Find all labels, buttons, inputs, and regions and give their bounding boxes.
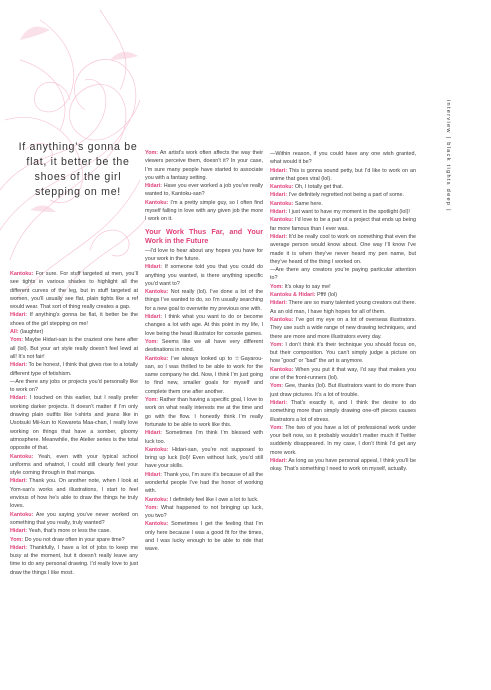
- dialogue-line: [10, 394, 138, 452]
- dialogue-line: [145, 355, 263, 396]
- speaker-name: Kantoku:: [145, 355, 169, 362]
- speaker-name: Kantoku:: [145, 521, 169, 528]
- dialogue-text: Gee, thanks (lol). But illustrators want to do more than just draw pictures. It’s a lot of trouble.: [270, 383, 416, 398]
- dialogue-line: [10, 361, 138, 378]
- dialogue-text: If someone told you that you could do anything you wanted, is there anything specific you’d want to?: [145, 264, 263, 287]
- speaker-name: Kantoku:: [145, 199, 169, 206]
- dialogue-line: [270, 191, 416, 199]
- dialogue-text: The two of you have a lot of professional work under your belt now, so it probably wouldn’t matter much if Twitter suddenly disappeared. In my case, I don’t think I’d get any more work.: [270, 424, 416, 456]
- dialogue-text: Rather than having a specific goal, I love to work on what really interests me at the time and go with the flow. I honestly think I’m really fortunate to be able to work like this.: [145, 397, 263, 428]
- dialogue-text: Thank you, I’m sure it’s because of all the wonderful people I’ve had the honor of working with.: [145, 471, 263, 495]
- dialogue-text: Hidari-san, you’re not supposed to bring up luck (lol)! Even without luck, you’d still have your skills.: [145, 446, 263, 470]
- speaker-name: Hidari:: [270, 209, 288, 216]
- speaker-name: Hidari:: [270, 457, 288, 464]
- dialogue-line: [145, 288, 263, 313]
- speaker-name: Hidari:: [270, 300, 288, 307]
- dialogue-text: It’s okay to say me!: [283, 283, 331, 290]
- section-heading: Your Work Thus Far, and Your Work in the Future: [145, 226, 263, 245]
- dialogue-line: [270, 216, 416, 233]
- dialogue-text: Oh, I totally get that.: [293, 184, 344, 191]
- speaker-name: Hidari:: [270, 399, 288, 406]
- dialogue-text: If anything’s gonna be flat, it better be the shoes of the girl stepping on me!: [10, 312, 138, 327]
- speaker-name: Kantoku:: [270, 217, 294, 224]
- dialogue-text: —Within reason, if you could have any one wish granted, what would it be?: [270, 151, 416, 166]
- speaker-name: All:: [10, 329, 19, 336]
- dialogue-line: [10, 336, 138, 361]
- dialogue-text: —Are there any creators you’re paying particular attention to?: [270, 267, 416, 282]
- dialogue-line: [145, 313, 263, 338]
- speaker-name: Yom:: [10, 536, 24, 543]
- speaker-name: Kantoku:: [270, 200, 294, 207]
- speaker-name: Kantoku:: [10, 271, 34, 277]
- dialogue-line: [145, 247, 263, 264]
- dialogue-line: [270, 299, 416, 316]
- dialogue-text: Are you saying you’ve never worked on something that you really, truly wanted?: [10, 511, 138, 526]
- speaker-name: Hidari:: [10, 528, 28, 535]
- dialogue-text: I’ve always looked up to ☆Gayarou-san, so I was thrilled to be able to work for the same company he did. Now, I think I’m just going to find new, smaller goals for myself and complete them one after another.: [145, 355, 263, 395]
- speaker-name: Yom:: [270, 341, 284, 348]
- dialogue-line: [145, 471, 263, 496]
- dialogue-text: I think what you want to do or become changes a lot with age. At this point in my life, I love being the head illustrator for console games.: [145, 314, 263, 337]
- dialogue-line: [10, 378, 138, 395]
- dialogue-text: When you put it that way, I’d say that makes you one of the front-runners (lol).: [270, 366, 416, 382]
- dialogue-line: [10, 311, 138, 328]
- speaker-name: Hidari:: [145, 471, 163, 478]
- dialogue-line: [270, 208, 416, 216]
- dialogue-text: Thankfully, I have a lot of jobs to keep me busy at the moment, but it doesn’t really leave any time to do any personal drawing. I’d really love to just draw the things I like most.: [10, 544, 138, 576]
- dialogue-line: [145, 182, 263, 199]
- dialogue-line: [145, 504, 263, 521]
- dialogue-line: [270, 399, 416, 424]
- dialogue-text: I definitely feel like I owe a lot to luck.: [168, 496, 259, 503]
- speaker-name: Kantoku:: [10, 511, 34, 518]
- speaker-name: Hidari:: [145, 314, 163, 321]
- speaker-name: Yom:: [145, 504, 159, 511]
- dialogue-line: [270, 150, 416, 167]
- dialogue-text: As long as you have personal appeal, I think you’ll be okay. That’s something I need to work on myself, actually.: [270, 457, 416, 473]
- speaker-name: Hidari:: [145, 430, 163, 437]
- dialogue-text: There are so many talented young creators out there. As an old man, I have high hopes for all of them.: [270, 300, 416, 315]
- speaker-name: Kantoku:: [145, 446, 169, 453]
- speaker-name: Kantoku:: [270, 316, 294, 323]
- speaker-name: Kantoku:: [270, 184, 294, 191]
- column-3: [270, 150, 416, 474]
- pull-quote: If anything’s gonna be flat, it better be the shoes of the girl stepping on me!: [18, 141, 138, 198]
- dialogue-text: (laughter): [18, 329, 44, 336]
- dialogue-text: Sometimes I’m think I’m blessed with luck too.: [145, 430, 263, 445]
- speaker-name: Kantoku:: [145, 496, 169, 503]
- dialogue-text: An artist’s work often affects the way their viewers perceive them, doesn’t it? In your case, I’m sure many people have started to associate you with a fantasy setting.: [145, 150, 263, 181]
- dialogue-text: Sometimes I get the feeling that I’m only here because I was a good fit for the times, and I was lucky enough to be able to ride that wave.: [145, 521, 263, 553]
- dialogue-line: [145, 263, 263, 288]
- dialogue-line: [145, 446, 263, 471]
- column-1: [10, 270, 138, 577]
- dialogue-text: Have you ever worked a job you’ve really wanted to, Kantoku-san?: [145, 183, 263, 198]
- column-2: [145, 149, 263, 554]
- dialogue-text: Pfft! (lol): [315, 292, 337, 299]
- dialogue-line: [10, 477, 138, 510]
- dialogue-text: I just want to have my moment in the spotlight (lol)!: [287, 209, 410, 216]
- dialogue-text: I’m a pretty simple guy, so I often find myself falling in love with any given job the more I work on it.: [145, 199, 263, 223]
- dialogue-text: Thank you. On another note, when I look at Yom-san’s works and illustrations, I start to feel envious of how he’s able to draw the things he truly loves.: [10, 478, 138, 510]
- dialogue-line: [10, 536, 138, 544]
- dialogue-text: Yeah, that’s more or less the case.: [27, 528, 111, 535]
- dialogue-line: [145, 396, 263, 429]
- speaker-name: Hidari:: [10, 395, 28, 402]
- speaker-name: Kantoku:: [270, 366, 294, 373]
- speaker-name: Yom:: [145, 150, 159, 156]
- dialogue-text: I’d love to be a part of a project that ends up being far more famous than I ever was.: [270, 217, 416, 232]
- dialogue-text: —Are there any jobs or projects you’d personally like to work on?: [10, 378, 138, 394]
- section-sidebar-label: [445, 100, 457, 240]
- dialogue-line: [145, 496, 263, 504]
- dialogue-text: Seems like we all have very different destinations in mind.: [145, 338, 263, 354]
- dialogue-text: That’s exactly it, and I think the desire to do something more than simply drawing one-off pieces causes illustrators a lot of stress.: [270, 399, 416, 423]
- dialogue-line: [10, 270, 138, 311]
- dialogue-line: [145, 199, 263, 224]
- dialogue-line: [10, 453, 138, 478]
- speaker-name: Hidari:: [270, 192, 288, 199]
- dialogue-line: [270, 424, 416, 457]
- speaker-name: Yom:: [270, 383, 284, 390]
- speaker-name: Hidari:: [145, 183, 163, 190]
- dialogue-line: [270, 316, 416, 341]
- dialogue-text: Do you not draw often in your spare time?: [23, 536, 125, 543]
- dialogue-text: I don’t think it’s their technique you should focus on, but their composition. You can’t simply judge a picture on how “good” or “bad” the art is anymore.: [270, 341, 416, 365]
- dialogue-line: [270, 382, 416, 399]
- dialogue-line: [270, 283, 416, 291]
- dialogue-line: [145, 520, 263, 553]
- dialogue-text: Maybe Hidari-san is the craziest one here after all (lol). But your art style really doesn’t feel lewd at all! It’s not fair!: [10, 337, 138, 360]
- dialogue-line: [270, 200, 416, 208]
- dialogue-line: [270, 366, 416, 383]
- dialogue-text: What happened to not bringing up luck, you two?: [145, 504, 263, 520]
- speaker-name: Kantoku & Hidari:: [270, 292, 316, 299]
- speaker-name: Yom:: [145, 397, 159, 404]
- speaker-name: Hidari:: [10, 544, 28, 551]
- dialogue-text: I touched on this earlier, but I really prefer working darker projects. It doesn’t matter if I’m only drawing plain outfits like t-shirts and jeans like in Usotsuki Mii-kun to Kowareta Maa-chan, I really love working on things that have a somber, gloomy atmosphere. Meanwhile, the Atelier series is the total opposite of that.: [10, 395, 138, 452]
- speaker-name: Kantoku:: [10, 453, 34, 460]
- speaker-name: Yom:: [270, 283, 284, 290]
- dialogue-text: I’ve definitely regretted not being a part of some.: [287, 192, 404, 199]
- speaker-name: Kantoku:: [145, 289, 169, 296]
- dialogue-line: [270, 233, 416, 266]
- dialogue-line: [270, 341, 416, 366]
- dialogue-line: [10, 511, 138, 528]
- speaker-name: Hidari:: [10, 312, 28, 319]
- dialogue-line: [270, 266, 416, 283]
- dialogue-text: For sure. For stuff targeted at men, you’ll see tights in various shades to highlight all the different curves of the leg, but in stuff targeted at women, you’ll usually see flat, plain tights like a ref would wear. That sort of thing really creates a gap.: [10, 271, 138, 311]
- dialogue-line: [10, 544, 138, 577]
- dialogue-text: Not really (lol). I’ve done a lot of the things I’ve wanted to do, so I’m usually searching for a new goal to overwrite my previous one with.: [145, 289, 263, 312]
- dialogue-text: Yeah, even with your typical school uniforms and whatnot, I could still clearly feel your style coming through in that manga.: [10, 453, 138, 477]
- dialogue-line: [10, 527, 138, 535]
- dialogue-line: [10, 328, 138, 336]
- speaker-name: Yom:: [270, 424, 284, 431]
- dialogue-line: [145, 429, 263, 446]
- dialogue-text: This is gonna sound petty, but I’d like to work on an anime that goes viral (lol).: [270, 167, 416, 182]
- speaker-name: Hidari:: [270, 233, 288, 240]
- speaker-name: Hidari:: [270, 167, 288, 174]
- dialogue-text: To be honest, I think that gives rise to a totally different type of fetishism.: [10, 362, 138, 377]
- dialogue-line: [145, 149, 263, 182]
- dialogue-line: [270, 167, 416, 184]
- dialogue-text: I’ve got my eye on a lot of overseas illustrators. They use such a wide range of new drawing techniques, and there are more and more illustrators every day.: [270, 316, 416, 340]
- speaker-name: Yom:: [10, 337, 24, 344]
- dialogue-text: —I’d love to hear about any hopes you have for your work in the future.: [145, 247, 263, 262]
- speaker-name: Yom:: [145, 338, 159, 345]
- speaker-name: Hidari:: [10, 362, 28, 369]
- dialogue-line: [145, 338, 263, 355]
- dialogue-line: [270, 183, 416, 191]
- speaker-name: Hidari:: [145, 264, 163, 271]
- dialogue-text: It’d be really cool to work on something that even the average person would know about. One way I’ll know I’ve made it is when they’ve never heard my pen name, but they’ve heard of the thing I worked on.: [270, 233, 416, 265]
- speaker-name: Hidari:: [10, 478, 28, 485]
- sidebar-text: interview | black tights deep |: [445, 100, 451, 212]
- dialogue-line: [270, 457, 416, 474]
- dialogue-text: Same here.: [293, 200, 323, 207]
- dialogue-line: [270, 291, 416, 299]
